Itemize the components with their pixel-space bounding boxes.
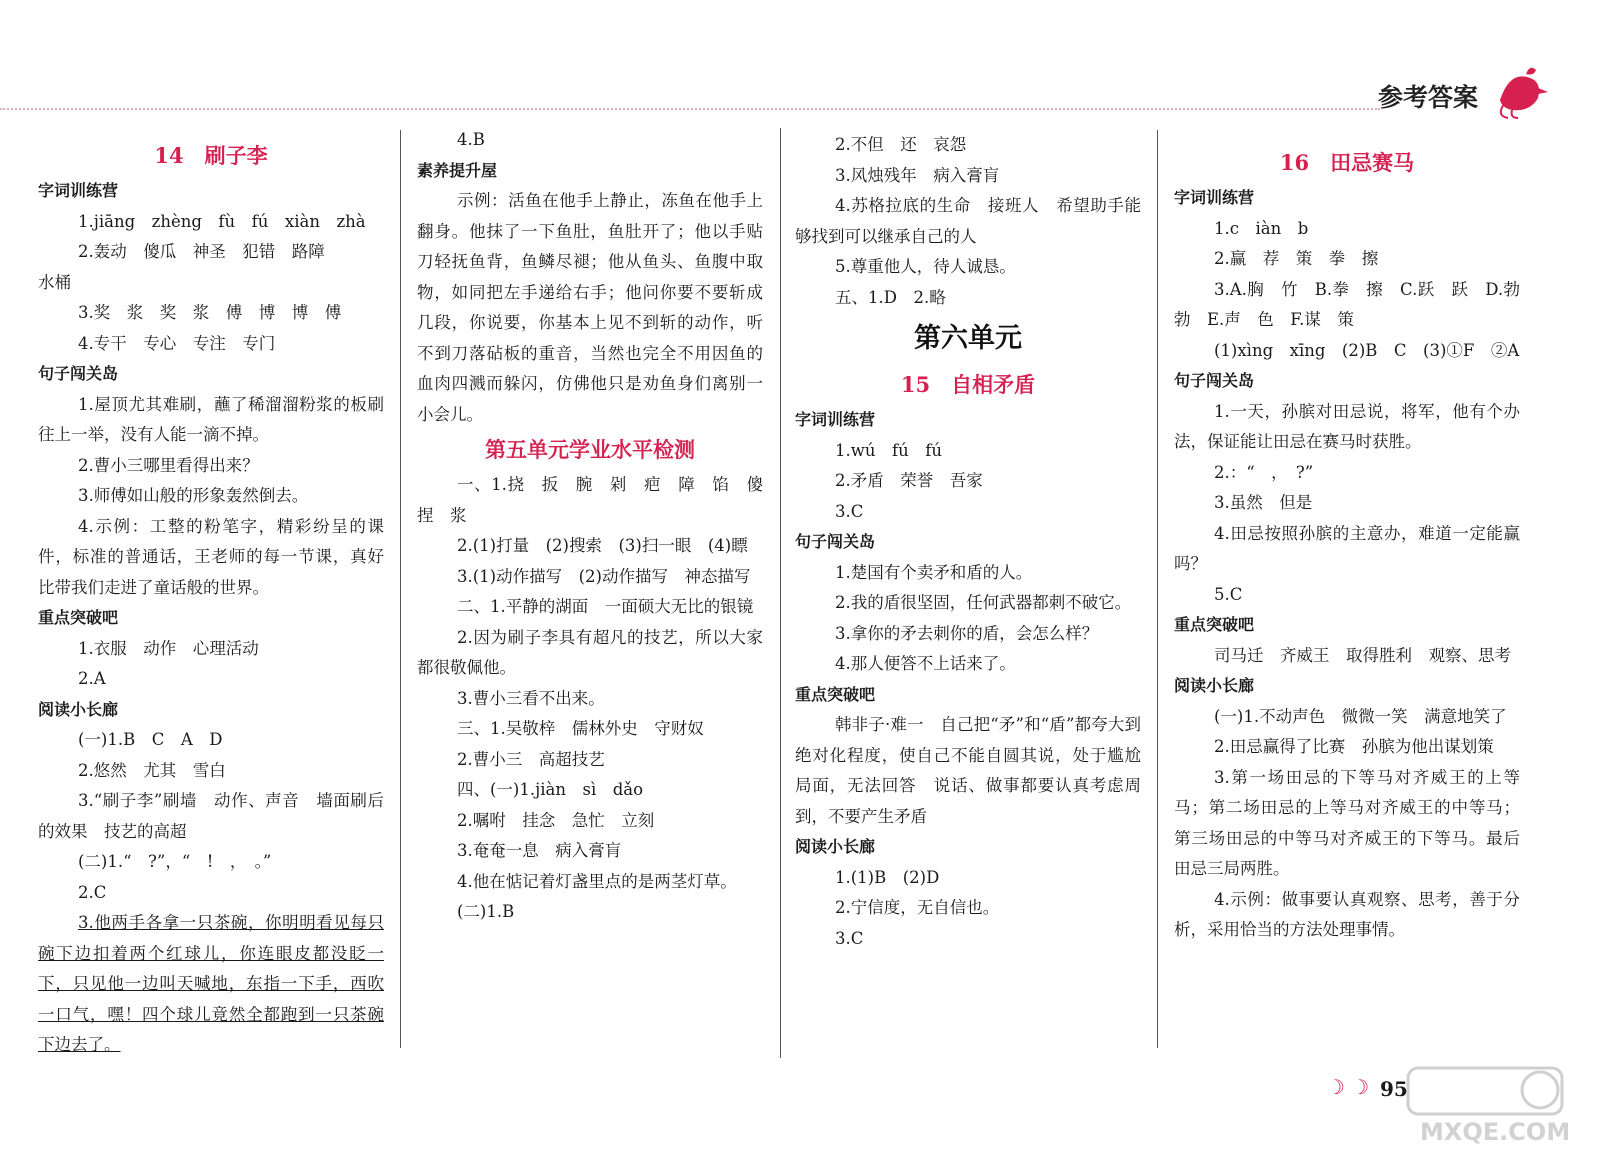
- section-heading: 字词训练营: [795, 410, 876, 429]
- answer-line: 3.奄奄一息 病入膏肓: [457, 841, 622, 860]
- section-heading: 句子闯关岛: [1174, 371, 1255, 390]
- answer-line: 4.苏格拉底的生命 接班人 希望助手能够找到可以继承自己的人: [795, 196, 1141, 246]
- answer-line: 5.C: [1214, 584, 1243, 604]
- column-divider-2: [780, 128, 781, 1058]
- answer-line: (二)1.“ ?”，“ ! ， 。”: [78, 852, 272, 871]
- answer-line: 2.曹小三哪里看得出来？: [78, 455, 259, 475]
- section-heading: 阅读小长廊: [38, 699, 119, 719]
- rooster-logo-icon: [1490, 60, 1550, 120]
- answer-line: 3.师傅如山般的形象轰然倒去。: [78, 486, 309, 505]
- answer-column-4: [1174, 143, 1537, 946]
- section-heading: 阅读小长廊: [1174, 676, 1255, 695]
- answer-line: 1.屋顶尤其难刷，蘸了稀溜溜粉浆的板刷往上一举，没有人能一滴不掉。: [38, 394, 384, 444]
- answer-line: 韩非子·难一 自己把“矛”和“盾”都夸大到绝对化程度，使自己不能自圆其说，处于尴尬局面，无法回答 说话、做事都要认真考虑周到，不要产生矛盾: [795, 715, 1141, 826]
- watermark-logo: [1400, 1060, 1570, 1150]
- answer-line: 2.：“ ， ?”: [1214, 462, 1314, 482]
- answer-line: 2.C: [78, 882, 107, 902]
- answer-line: 一、1.挠 扳 腕 剁 疤 障 馅 傻 捏 浆: [417, 475, 780, 525]
- section-heading: 重点突破吧: [38, 608, 119, 627]
- answer-line: 3.A.胸 竹 B.拳 擦 C.跃 跃 D.勃 勃 E.声 色 F.谋 策: [1174, 279, 1537, 329]
- answer-line: 4.示例：工整的粉笔字，精彩纷呈的课件，标准的普通话，王老师的每一节课，真好比带我们走进了童话般的世界。: [38, 516, 384, 597]
- answer-line: 三、1.吴敬梓 儒林外史 守财奴: [457, 719, 704, 738]
- answer-column-3: [795, 130, 1141, 954]
- section-heading: 重点突破吧: [1174, 615, 1255, 634]
- answer-line: 1.wú fú fú: [835, 440, 942, 460]
- header-divider: [0, 108, 1380, 110]
- answer-line: 2.因为刷子李具有超凡的技艺，所以大家都很敬佩他。: [417, 627, 763, 677]
- answer-line: 4.他在惦记着灯盏里点的是两茎灯草。: [457, 871, 737, 891]
- section-heading: 字词训练营: [38, 181, 119, 200]
- answer-line: 四、(一)1.jiàn sì dǎo: [457, 780, 644, 799]
- answer-line: 1.c iàn b: [1214, 218, 1309, 238]
- answer-line: 司马迁 齐威王 取得胜利 观察、思考: [1214, 645, 1511, 665]
- answer-line: 5.尊重他人，待人诚恳。: [835, 257, 1016, 276]
- answer-line: 2.我的盾很坚固，任何武器都刺不破它。: [835, 593, 1132, 612]
- answer-line: (二)1.B: [457, 902, 515, 921]
- section-heading: 16 田忌赛马: [1279, 150, 1415, 175]
- page-number: 95: [1380, 1077, 1408, 1101]
- section-heading: 阅读小长廊: [795, 837, 876, 856]
- answer-line: 2.轰动 傻瓜 神圣 犯错 路障: [78, 242, 325, 261]
- page-header-title: 参考答案: [1378, 83, 1479, 112]
- answer-line: 五、1.D 2.略: [835, 287, 946, 307]
- answer-line: 2.赢 荐 策 拳 擦: [1214, 249, 1379, 268]
- section-heading: 第六单元: [914, 323, 1022, 354]
- answer-line: 2.矛盾 荣誉 吾家: [835, 471, 983, 490]
- section-heading: 第五单元学业水平检测: [485, 437, 695, 462]
- answer-line: 示例：活鱼在他手上静止，冻鱼在他手上翻身。他抹了一下鱼肚，鱼肚开了；他以手贴刀轻抚鱼背，鱼鳞尽褪；他从鱼头、鱼腹中取物，如同把左手递给右手；他问你要不要斩成几段，你说要，你基本上见不到斩的动作，听不到刀落砧板的重音，当然也完全不用因鱼的血肉四溅而躲闪，仿佛他只是劝鱼身们离别一小会儿。: [417, 191, 763, 424]
- section-heading: 句子闯关岛: [38, 364, 119, 383]
- answer-line: (1)xìng xīng (2)B C (3)①F ②A: [1214, 340, 1520, 360]
- answer-line: 4.示例：做事要认真观察、思考，善于分析，采用恰当的方法处理事情。: [1174, 889, 1520, 939]
- answer-line: 4.田忌按照孙膑的主意办，难道一定能赢吗？: [1174, 523, 1520, 573]
- answer-line: (一)1.B C A D: [78, 730, 223, 749]
- section-heading: 重点突破吧: [795, 684, 876, 704]
- answer-line: 2.田忌赢得了比赛 孙膑为他出谋划策: [1214, 737, 1494, 756]
- moon-decoration-icon: ☽ ☽: [1327, 1075, 1370, 1099]
- answer-line: 1.楚国有个卖矛和盾的人。: [835, 562, 1033, 582]
- answer-line: 3.第一场田忌的下等马对齐威王的上等马；第二场田忌的上等马对齐威王的中等马；第三场田忌的中等马对齐威王的下等马。最后田忌三局两胜。: [1174, 767, 1520, 878]
- section-heading: 素养提升屋: [417, 160, 498, 180]
- answer-line: 水桶: [38, 272, 71, 292]
- section-heading: 句子闯关岛: [795, 532, 876, 551]
- answer-line: 3.虽然 但是: [1214, 493, 1313, 512]
- answer-line: 3.他两手各拿一只茶碗，你明明看见每只碗下边扣着两个红球儿，你连眼皮都没眨一下，只见他一边叫天喊地，东指一下手，西吹一口气，嘿！四个球儿竟然全都跑到一只茶碗下边去了。: [38, 913, 384, 1054]
- answer-line: 1.(1)B (2)D: [835, 867, 940, 887]
- section-heading: 字词训练营: [1174, 188, 1255, 207]
- answer-line: 2.嘱咐 挂念 急忙 立刻: [457, 810, 655, 830]
- answer-line: 3.(1)动作描写 (2)动作描写 神态描写: [457, 566, 751, 586]
- answer-line: 2.A: [78, 669, 106, 688]
- answer-column-1: [38, 136, 384, 1061]
- answer-line: 1.一天，孙膑对田忌说，将军，他有个办法，保证能让田忌在赛马时获胜。: [1174, 401, 1520, 451]
- answer-line: 1.衣服 动作 心理活动: [78, 638, 259, 658]
- section-heading: 15 自相矛盾: [900, 372, 1036, 397]
- answer-line: 3.“刷子李”刷墙 动作、声音 墙面刷后的效果 技艺的高超: [38, 791, 384, 841]
- answer-line: 1.jiāng zhèng fù fú xiàn zhà: [78, 211, 366, 231]
- section-heading: 14 刷子李: [154, 143, 268, 168]
- answer-line: 2.(1)打量 (2)搜索 (3)扫一眼 (4)瞟: [457, 536, 748, 555]
- answer-line: 2.曹小三 高超技艺: [457, 749, 605, 769]
- answer-line: 2.宁信度，无自信也。: [835, 898, 1000, 917]
- column-divider-1: [400, 130, 401, 1048]
- answer-line: 3.奖 浆 奖 浆 傅 博 博 傅: [78, 303, 342, 322]
- answer-column-2: [417, 125, 780, 928]
- answer-line: 4.那人便答不上话来了。: [835, 654, 1016, 673]
- answer-line: 4.B: [457, 130, 485, 149]
- answer-line: 3.风烛残年 病入膏肓: [835, 165, 1000, 185]
- answer-line: 3.曹小三看不出来。: [457, 688, 605, 708]
- answer-line: 3.拿你的矛去刺你的盾，会怎么样？: [835, 623, 1099, 643]
- column-divider-3: [1157, 130, 1158, 1048]
- answer-line: (一)1.不动声色 微微一笑 满意地笑了: [1214, 706, 1507, 726]
- answer-line: 2.不但 还 哀怨: [835, 135, 967, 154]
- answer-line: 3.C: [835, 928, 864, 948]
- answer-line: 4.专干 专心 专注 专门: [78, 333, 276, 353]
- answer-line: 2.悠然 尤其 雪白: [78, 760, 226, 780]
- answer-line: 二、1.平静的湖面 一面硕大无比的银镜: [457, 597, 754, 616]
- svg-text:MXQE.COM: MXQE.COM: [1420, 1118, 1570, 1146]
- answer-line: 3.C: [835, 501, 864, 521]
